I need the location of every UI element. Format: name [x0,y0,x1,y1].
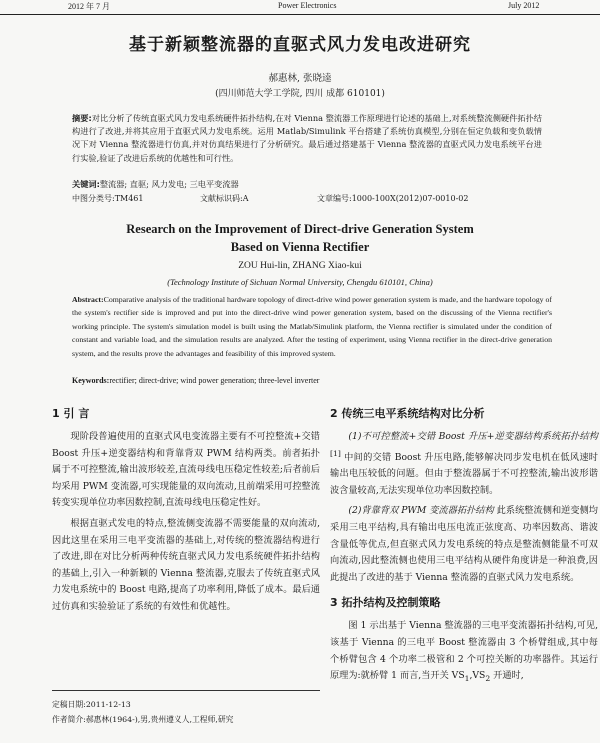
abstract-cn [72,112,542,165]
clc-number: 中图分类号:TM461 [72,194,144,203]
section-heading-comparison: 2 传统三电平系统结构对比分析 [330,407,485,420]
footnote [52,690,320,727]
abstract-en [72,293,552,360]
article-number: 文章编号:1000-100X(2012)07-0010-02 [317,194,469,203]
intro-paragraph-1: 现阶段普遍使用的直驱式风电变流器主要有不可控整流+交错 Boost 升压+逆变器结构和背靠背双 PWM 结构两类。前者拓扑属于不可控整流,输出波形较差,直流母线电压稳定性较差;后者前后均采用 PWM 变流器,可实现能量的双向流动,且前端采用可控整流转变实现单位功率因数控制,直流母线电压稳定性好。 [52,431,320,509]
topology-text-mid: ,VS [469,670,486,682]
affiliation-cn: (四川师范大学工学院, 四川 成都 610101) [215,89,385,99]
switch-subscript-2: 2 [485,674,491,684]
authors-cn: 郝惠林, 张晓逵 [268,73,332,84]
header-journal: Power Electronics [278,1,337,10]
switch-subscript-1: 1 [464,674,470,684]
footnote-author-bio: 作者简介:郝惠林(1964-),男,贵州遵义人,工程师,研究 [52,715,234,724]
intro-paragraph-2: 根据直驱式发电的特点,整流侧变流器不需要能量的双向流动,因此这里在采用三电平变流器的基础上,对传统的整流器结构进行了改进,即在对比分析两种传统直驱式风力发电系统硬件拓扑结构的基础上,引入一种新颖的 Vienna 整流器,克服去了传统直驱式风力发电系统中的 Boost 电路,提高了功率利用,降低了成本。最后通过仿真和实验验证了系统的有效性和优越性。 [52,517,320,612]
comparison-p1-text: 中间的交错 Boost 升压电路,能够解决同步发电机在低风速时输出电压较低的问题。但由于整流器属于不可控整流,输出波形谐波含量较高,无法实现单位功率因数控制。 [330,451,598,496]
comparison-p2-em: (2)背靠背双 PWM 变流器拓扑结构 [348,505,494,517]
topology-paragraph [330,618,598,687]
section-heading-intro: 1 引 言 [52,407,90,420]
abstract-en-label: Abstract: [72,295,104,304]
keywords-cn [72,179,542,190]
keywords-cn-text: 整流器; 直驱; 风力发电; 三电平变流器 [99,179,239,189]
comparison-paragraph-1 [330,429,598,499]
affiliation-en: (Technology Institute of Sichuan Normal University, Chengdu 610101, China) [167,277,433,287]
comparison-paragraph-2 [330,503,598,586]
citation-1: [1] [330,448,341,458]
footnote-received: 定稿日期:2011-12-13 [52,700,131,709]
keywords-cn-label: 关键词: [72,179,100,189]
paper-title-cn: 基于新颖整流器的直驱式风力发电改进研究 [129,35,471,55]
document-code: 文献标识码:A [200,194,249,203]
keywords-en-label: Keywords: [72,376,110,385]
paper-title-en [0,220,600,256]
header-date-en: July 2012 [508,1,540,10]
authors-en: ZOU Hui-lin, ZHANG Xiao-kui [238,261,362,271]
abstract-cn-text: 对比分析了传统直驱式风力发电系统硬件拓扑结构,在对 Vienna 整流器工作原理进行论述的基础上,对系统整流侧硬件拓扑结构进行了改进,并将其应用于直驱式风力发电系统。运用 Matlab/Simulink 平台搭建了系统仿真模型,分别在恒定负载和变负载情况下对 Vienna 整流器进行仿真,并对仿真结果进行了分析研究。最后通过搭建基于 Vienna 整流器的直驱式风力发电系统平台进行实验,验证了改进后系统的优越性和可行性。 [72,113,542,163]
comparison-p1-em: (1)不可控整流+交错 Boost 升压+逆变器结构系统拓扑结构 [348,431,598,442]
running-header [0,0,600,15]
right-column [330,405,598,692]
header-date-cn: 2012 年 7 月 [68,2,110,11]
paper-title-en-line1: Research on the Improvement of Direct-drive Generation System [126,222,474,236]
abstract-cn-label: 摘要: [72,113,92,123]
keywords-en-text: rectifier; direct-drive; wind power generation; three-level inverter [109,376,320,385]
keywords-en [72,376,552,385]
section-heading-topology: 3 拓扑结构及控制策略 [330,596,441,610]
comparison-p2-text: 此系统整流侧和逆变侧均采用三电平结构,具有输出电压电流正弦度高、功率因数高、谐波含量低等优点,但直驱式风力发电系统的特点是整流侧能量不可双向流动,因此整流侧也使用三电平结构从硬件角度讲是一种浪费,因此提出了改进的基于 Vienna 整流器的直驱式风力发电系统。 [330,505,598,583]
topology-text-end: 开通时, [490,670,524,682]
paper-title-en-line2: Based on Vienna Rectifier [230,240,370,254]
left-column [52,405,320,620]
abstract-en-text: Comparative analysis of the traditional hardware topology of direct-drive wind power generation system is made, and the hardware topology of the system's rectifier side is improved and put into the direct-drive wind power generation system, based on the discussing of the Vienna rectifier's working principle. The system's simulation model is built using the Matlab/Simulink platform, the Vienna rectifier is simulated under the condition of constant and variable load, and the simulation results are analyzed. After the testing of experiment, using Vienna rectifier in the direct-drive generation system, and the results prove the advantages and feasibility of this improved system. [72,295,552,358]
topology-text: 图 1 示出基于 Vienna 整流器的三电平变流器拓扑结构,可见,该基于 Vienna 的三电平 Boost 整流器由 3 个桥臂组成,其中每个桥臂包含 4 个功率二极管和 2 个可控关断的功率器件。其运行原理为:就桥臂 1 而言,当开关 VS [330,620,598,682]
